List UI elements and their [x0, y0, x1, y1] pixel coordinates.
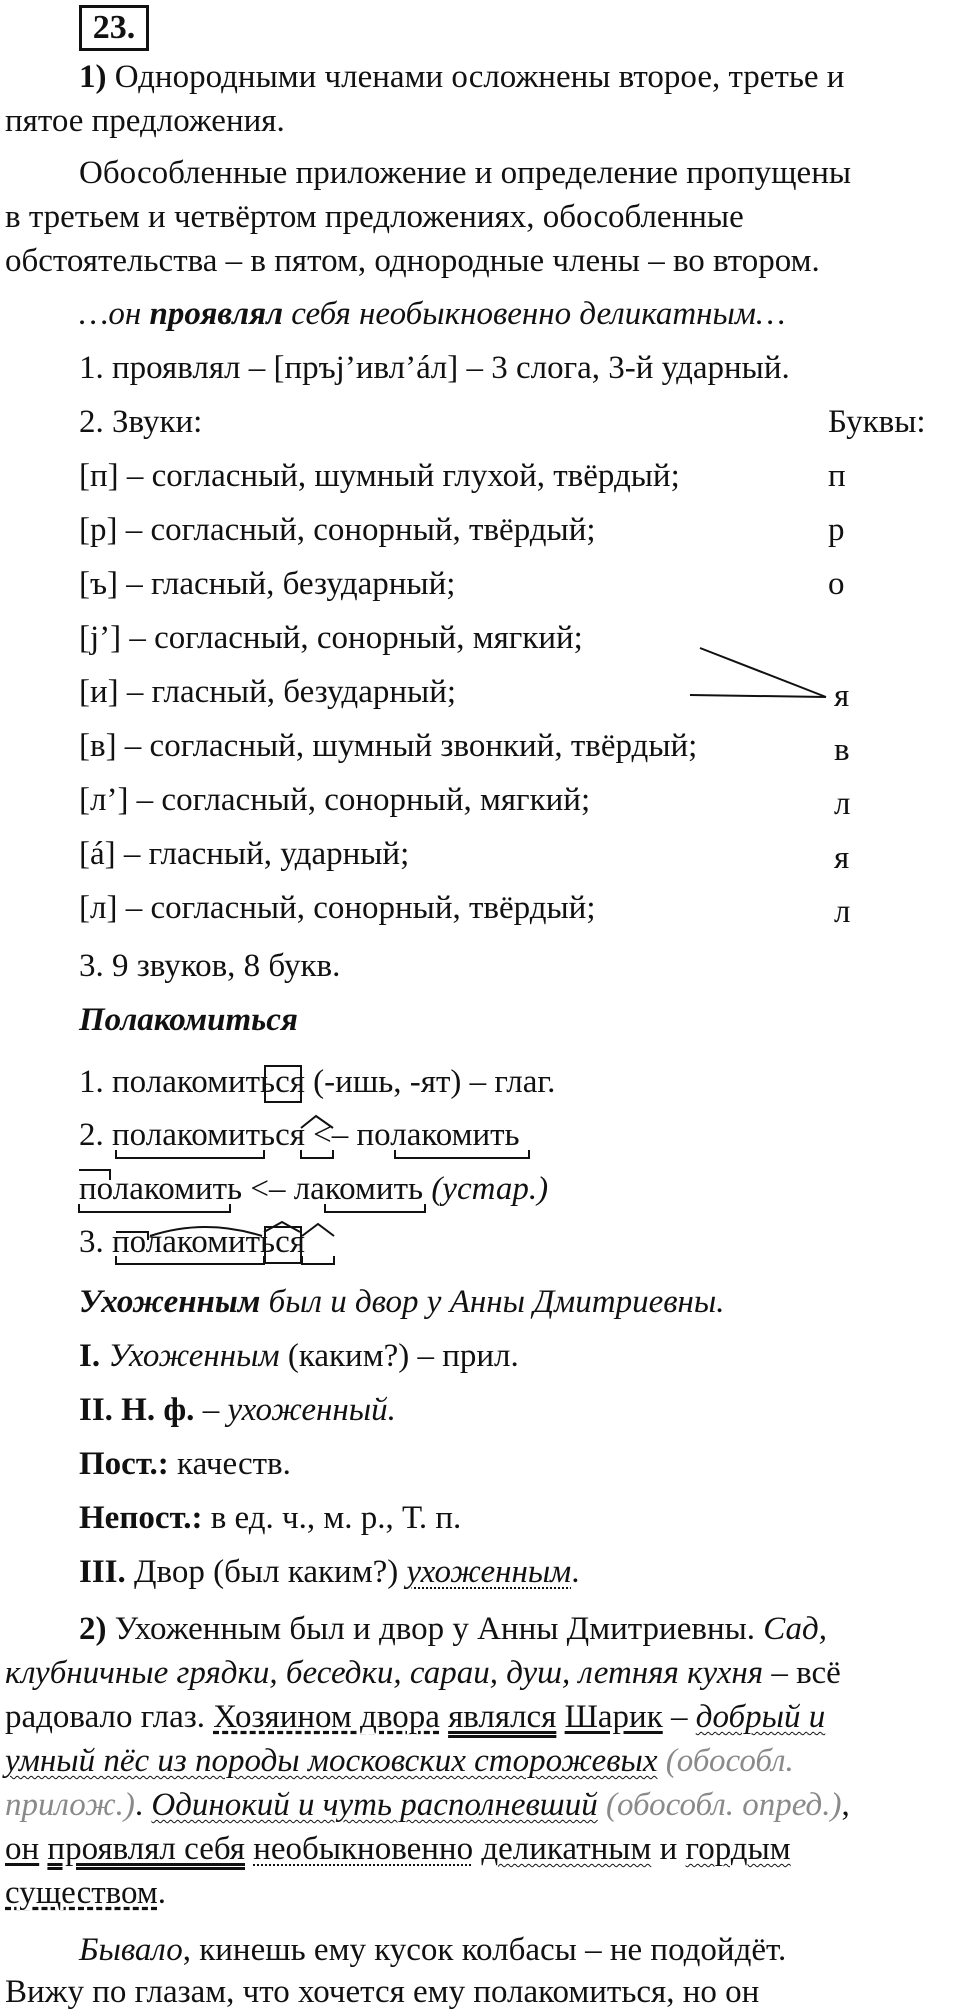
text2-line-8: Бывало, кинешь ему кусок колбасы – не подойдёт. [79, 1932, 787, 1968]
analysis-ii: II. Н. ф. – ухоженный. [79, 1392, 396, 1428]
letter-cell: я [834, 840, 850, 876]
sound-row: [j’] – согласный, сонорный, мягкий; [79, 620, 583, 656]
letter-cell: р [828, 512, 845, 548]
sound-row: [л] – согласный, сонорный, твёрдый; [79, 890, 596, 926]
ending-box [265, 1227, 301, 1263]
paragraph-2-line-1: Обособленные приложение и определение пропущены [79, 155, 852, 191]
text2-line-5: прилож.). Одинокий и чуть располневший (обособл. опред.), [5, 1787, 850, 1823]
sound-row: [п] – согласный, шумный глухой, твёрдый; [79, 458, 680, 494]
morph-line-4: 3. полакомиться [79, 1224, 305, 1260]
analysis-nepost: Непост.: в ед. ч., м. р., Т. п. [79, 1500, 462, 1536]
morph-title: Полакомиться [79, 1002, 298, 1038]
paragraph-1-line-2: пятое предложения. [5, 103, 285, 139]
postfix-bracket [302, 1256, 334, 1264]
syllables-line: 1. проявлял – [пръj’ивл’áл] – 3 слога, 3-й ударный. [79, 350, 790, 386]
text2-line-2: клубничные грядки, беседки, сараи, душ, летняя кухня – всё [5, 1655, 841, 1691]
paragraph-2-line-3: обстоятельства – в пятом, однородные члены – во втором. [5, 243, 820, 279]
base-bracket [79, 1204, 230, 1212]
text2-line-3: радовало глаз. Хозяином двора являлся Шарик – добрый и [5, 1699, 826, 1735]
sound-row: [á] – гласный, ударный; [79, 836, 410, 872]
sound-row: [л’] – согласный, сонорный, мягкий; [79, 782, 591, 818]
root-arc [150, 1227, 262, 1236]
sounds-total: 3. 9 звуков, 8 букв. [79, 948, 341, 984]
analysis-i: I. Ухоженным (каким?) – прил. [79, 1338, 519, 1374]
letter-cell: л [834, 786, 851, 822]
paragraph-1-line-1: 1) Однородными членами осложнены второе, третье и [79, 59, 845, 95]
letters-header: Буквы: [828, 404, 926, 440]
text2-line-6: он проявлял себя необыкновенно деликатным и гордым [5, 1831, 791, 1867]
analysis-post: Пост.: качеств. [79, 1446, 291, 1482]
letter-cell: я [834, 678, 850, 714]
base-bracket [116, 1256, 264, 1264]
base-bracket [395, 1150, 529, 1158]
sound-row: [в] – согласный, шумный звонкий, твёрдый; [79, 728, 698, 764]
sound-row: [р] – согласный, сонорный, твёрдый; [79, 512, 596, 548]
letter-cell: л [834, 894, 851, 930]
task-number: 23. [79, 5, 149, 51]
sound-row: [ъ] – гласный, безударный; [79, 566, 456, 602]
base-bracket [116, 1150, 264, 1158]
prefix-mark [79, 1170, 110, 1180]
base-bracket [325, 1204, 425, 1212]
sounds-header: 2. Звуки: [79, 404, 203, 440]
link-line [690, 695, 826, 697]
letter-cell: п [828, 458, 846, 494]
postfix-bracket [301, 1150, 333, 1158]
prefix-mark [116, 1232, 148, 1240]
analysis-sentence: Ухоженным был и двор у Анны Дмитриевны. [79, 1284, 725, 1320]
letter-cell: в [834, 732, 850, 768]
text2-line-9: Вижу по глазам, что хочется ему полакомиться, но он [5, 1974, 760, 2010]
morph-line-3: полакомить <– лакомить (устар.) [79, 1171, 549, 1207]
text2-line-4: умный пёс из породы московских сторожевых (обособл. [5, 1743, 794, 1779]
ending-box [265, 1066, 301, 1102]
quote-line: …он проявлял себя необыкновенно деликатным… [79, 296, 786, 332]
link-line [700, 648, 826, 697]
paragraph-2-line-2: в третьем и четвёртом предложениях, обособленные [5, 199, 744, 235]
morph-line-1: 1. полакомиться (-ишь, -ят) – глаг. [79, 1064, 556, 1100]
sound-row: [и] – гласный, безударный; [79, 674, 457, 710]
text2-line-7: существом. [5, 1875, 167, 1911]
text2-line-1: 2) Ухоженным был и двор у Анны Дмитриевны. Сад, [79, 1611, 827, 1647]
morph-line-2: 2. полакомиться <– полакомить [79, 1117, 520, 1153]
letter-cell: о [828, 566, 845, 602]
postfix-arc [302, 1224, 334, 1236]
postfix-arc [301, 1116, 333, 1128]
analysis-iii: III. Двор (был каким?) ухоженным. [79, 1554, 580, 1590]
